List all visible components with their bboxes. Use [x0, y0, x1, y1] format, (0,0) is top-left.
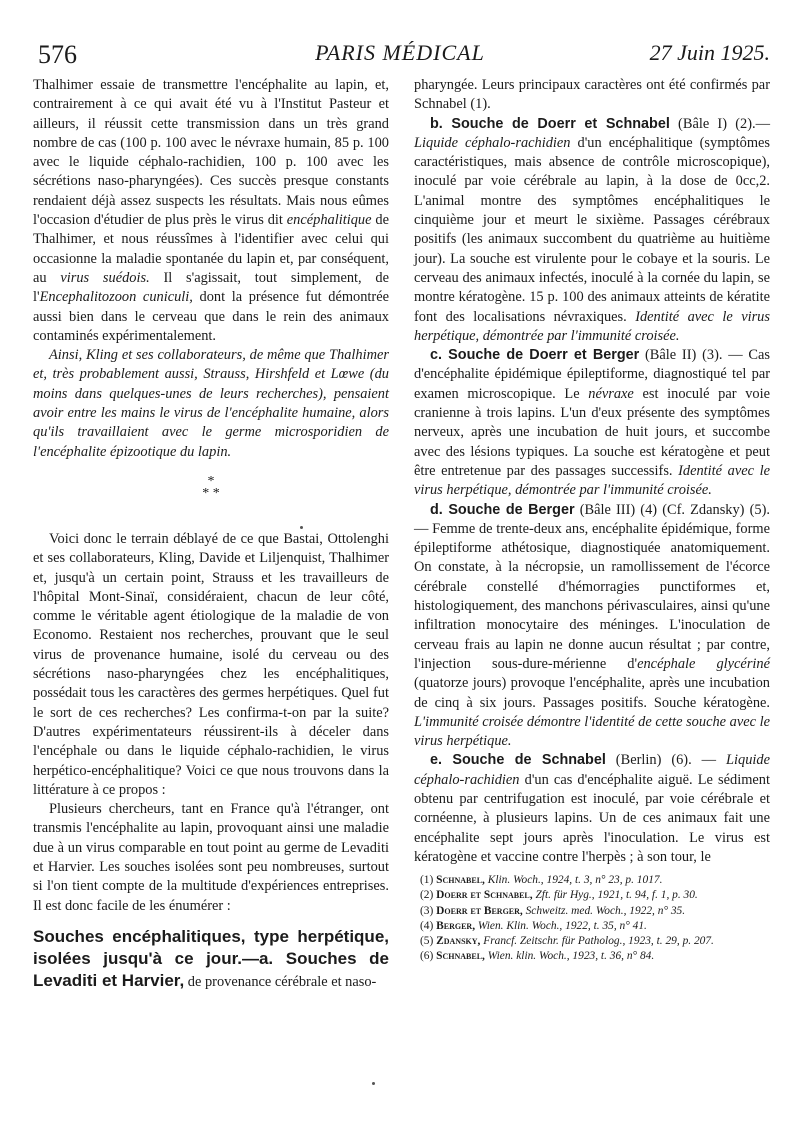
footnote: (5) Zdansky, Francf. Zeitschr. für Patholog., 1923, t. 29, p. 207. — [420, 934, 714, 947]
paragraph: Thalhimer essaie de transmettre l'encéphalite au lapin, et, contrairement à ce qui avait été vu à l'Institut Pasteur et ailleurs, il réussit cette transmission dans un très grand nombre de cas (100 p. 100 avec le névraxe humain, 85 p. 100 avec le liquide céphalo-rachidien, 100 p. 100 avec les sécrétions naso-pharyngées). Ces succès presque constants rendaient déjà assez suspects les résultats. Mais nous eûmes l'occasion d'étudier de plus près le virus dit encéphalitique de Thalhimer, et nous réussîmes à l'identifier avec celui qui occasionne la maladie spontanée du lapin et, par conséquent, au virus suédois. Il s'agissait, tout simplement, de l'Encephalitozoon cuniculi, dont la présence fut démontrée aussi bien dans le cerveau que dans le rein des animaux contaminés expérimentalement. — [33, 77, 389, 344]
strain-c: c. Souche de Doerr et Berger (Bâle II) (3). — Cas d'encéphalite épidémique épileptiforme, diagnostiqué tel par examen microscopique. Le névraxe est inoculé par voie cranienne à trois lapins. L'un d'eux présente des symptômes nerveux, après une incubation de huit jours, et succombe avec des lésions typiques. La souche est kératogène et peut être entretenue par des passages successifs. Identité avec le virus herpétique, démontrée par l'immunité croisée. — [414, 347, 770, 499]
strain-e: e. Souche de Schnabel (Berlin) (6). — Liquide céphalo-rachidien d'un cas d'encéphalite aiguë. Le sédiment obtenu par centrifugation est inoculé, par voie cérébrale et cornéenne, à plusieurs lapins. Un de ces animaux fait une encéphalite sept jours après l'inoculation. Le virus est kératogène et vaccine contre l'herpès ; à son tour, le — [414, 752, 770, 865]
left-column — [33, 76, 389, 993]
strain-d: d. Souche de Berger (Bâle III) (4) (Cf. Zdansky) (5).— Femme de trente-deux ans, encéphalite épidémique, forme épileptiforme athétosique, diagnostiquée anatomiquement. On constate, à la nécropsie, un ramollissement de l'écorce cérébrale constellé d'hémorragies punctiformes et, histologiquement, des manchons périvasculaires, ainsi qu'une infiltration monocytaire des méninges. L'inoculation de cerveau frais au lapin ne donne aucun résultat ; par contre, l'injection sous-dure-mérienne d'encéphale glycériné (quatorze jours) provoque l'encéphalite, après une incubation de cinq à six jours. Passages positifs. Souche kératogène. L'immunité croisée démontre l'identité de cette souche avec le virus herpétique. — [414, 501, 770, 750]
print-speck — [300, 526, 303, 529]
page-header — [30, 36, 770, 72]
paragraph: Ainsi, Kling et ses collaborateurs, de même que Thalhimer et, très probablement aussi, Strauss, Hirshfeld et Lœwe (du moins dans quelques-unes de leurs recherches), pensaient avoir entre les mains le virus de l'encéphalite humaine, alors qu'ils travaillaient avec le germe microsporidien de l'encéphalite épizootique du lapin. — [33, 347, 389, 460]
footnote: (3) Doerr et Berger, Schweitz. med. Woch., 1922, n° 35. — [420, 904, 686, 917]
footnotes — [414, 873, 770, 964]
page-number: 576 — [38, 40, 77, 69]
journal-title: PARIS MÉDICAL — [315, 40, 485, 65]
paragraph: Plusieurs chercheurs, tant en France qu'à l'étranger, ont transmis l'encéphalite au lapin, provoquant ainsi une maladie due à un virus comparable en tout point au germe de Levaditi et Harvier. Les souches isolées sont peu nombreuses, surtout si l'on tient compte de la multitude d'expériences entreprises. Il est donc facile de les énumérer : — [33, 801, 389, 914]
footnote: (1) Schnabel, Klin. Woch., 1924, t. 3, n° 23, p. 1017. — [420, 874, 663, 887]
issue-date: 27 Juin 1925. — [649, 40, 770, 65]
footnote: (4) Berger, Wien. Klin. Woch., 1922, t. 35, n° 41. — [420, 919, 647, 932]
section-heading: Souches encéphalitiques, type herpétique, isolées jusqu'à ce jour.—a. Souches de Levaditi et Harvier, de provenance cérébrale et naso- — [33, 926, 389, 990]
right-column — [414, 76, 770, 964]
print-speck — [372, 1082, 375, 1085]
footnote: (2) Doerr et Schnabel, Zft. für Hyg., 1921, t. 94, f. 1, p. 30. — [420, 889, 698, 902]
strain-b: b. Souche de Doerr et Schnabel (Bâle I) (2).— Liquide céphalo-rachidien d'un encéphalitique (symptômes caractéristiques, mais absence de contrôle microscopique), inoculé par voie cérébrale au lapin, à la dose de 0cc,2. L'animal montre des symptômes encéphalitiques le cinquième jour et meurt le sixième. Passages cérébraux positifs (les animaux succombent du quatrième au huitième jour). La souche est virulente pour le cobaye et la souris. Le cerveau des animaux infectés, inoculé à la cornée du lapin, se montre kératogène. 15 p. 100 des animaux atteints de kératite font des localisations névraxiques. Identité avec le virus herpétique, démontrée par l'immunité croisée. — [414, 115, 771, 344]
footnote: (6) Schnabel, Wien. klin. Woch., 1923, t. 36, n° 84. — [420, 950, 655, 963]
section-separator: * * * — [202, 473, 220, 501]
paragraph: Voici donc le terrain déblayé de ce que Bastai, Ottolenghi et ses collaborateurs, Kling, Davide et Liljenquist, Thalhimer et, jusqu'à un certain point, Strauss et les travailleurs de l'hôpital Mont-Sinaï, considéraient, chacun de leur côté, comme le véritable agent étiologique de la maladie de von Economo. Restaient nos recherches, prouvant que le seul virus de provenance humaine, isolé du cerveau ou des sécrétions naso-pharyngées chez les encéphalitiques, possédait tous les caractères des germes herpétiques. Quel fut le sort de ces recherches? Les confirma-t-on par la suite? D'autres expérimentateurs réussirent-ils à déceler dans l'encéphale ou dans le liquide céphalo-rachidien, le virus herpético-encéphalitique? Voici ce que nous trouvons dans la littérature à ce propos : — [33, 530, 389, 798]
paragraph: pharyngée. Leurs principaux caractères ont été confirmés par Schnabel (1). — [414, 77, 770, 113]
